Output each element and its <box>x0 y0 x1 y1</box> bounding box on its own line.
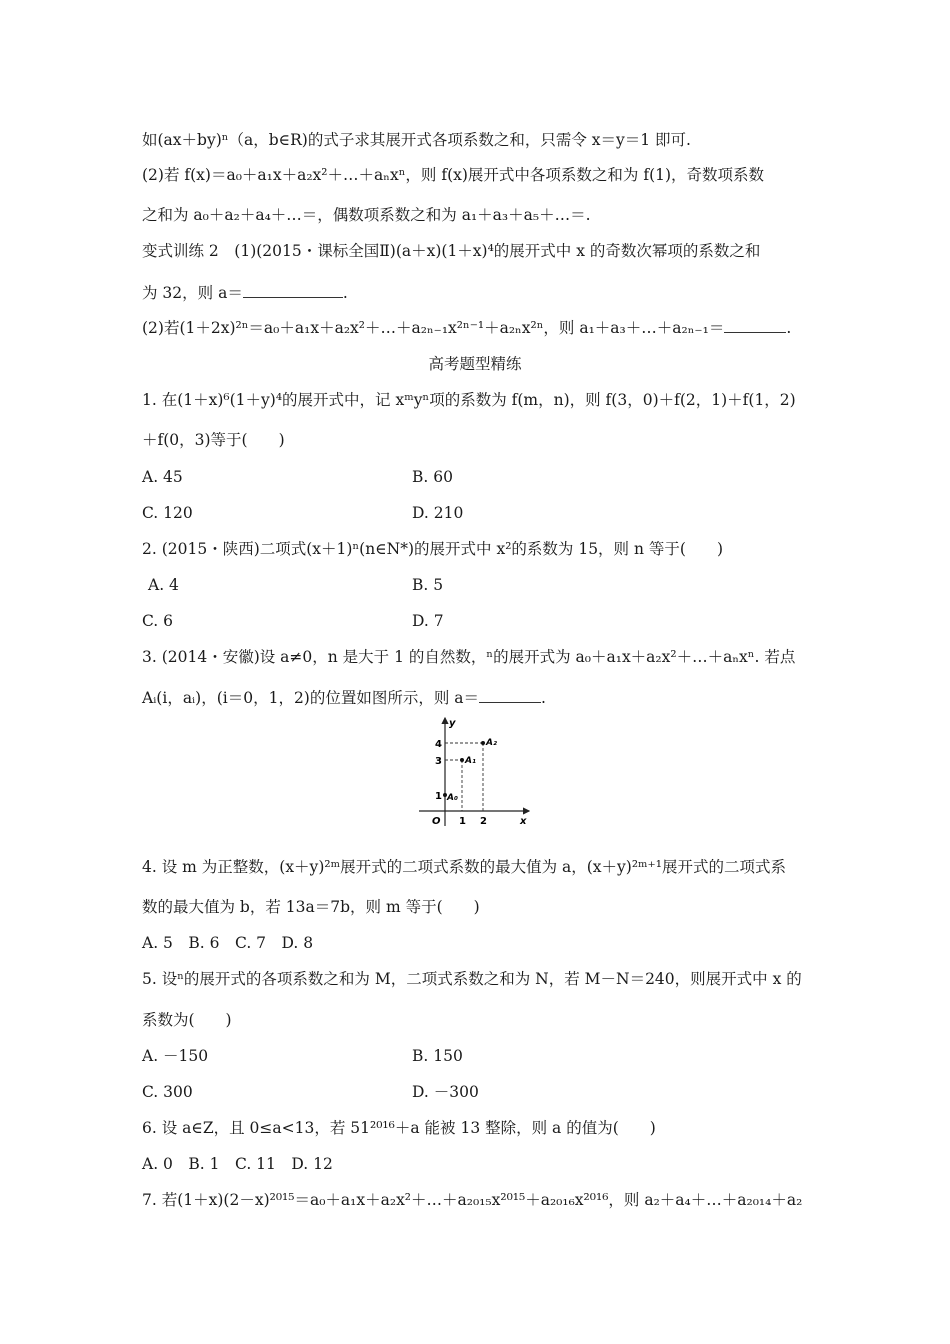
option-d: D. 210 <box>412 504 464 522</box>
option-d: D. 7 <box>412 612 444 630</box>
text-line: 变式训练 2 (1)(2015・课标全国Ⅱ)(a＋x)(1＋x)⁴的展开式中 x 的奇数次幂项的系数之和 <box>142 242 761 260</box>
option-b: B. 150 <box>412 1047 463 1065</box>
answer-blank <box>724 320 786 333</box>
text-line: . <box>342 284 348 302</box>
options-row: A. 5 B. 6 C. 7 D. 8 <box>142 934 314 952</box>
text-line: 为 32，则 a＝ <box>142 284 243 302</box>
question-3-cont <box>142 688 546 708</box>
coordinate-figure <box>415 714 535 830</box>
text-line: (2)若 f(x)＝a₀＋a₁x＋a₂x²＋…＋aₙxⁿ，则 f(x)展开式中各项系数之和为 f(1)，奇数项系数 <box>142 166 765 184</box>
options-row: A. 0 B. 1 C. 11 D. 12 <box>142 1155 333 1173</box>
text-line: . <box>541 689 546 707</box>
section-heading: 高考题型精练 <box>428 355 522 373</box>
y-axis-label: y <box>449 718 456 729</box>
text-line <box>142 318 791 338</box>
point-label: A₂ <box>486 738 497 748</box>
origin-label: O <box>432 816 441 827</box>
text-line: Aᵢ(i，aᵢ)，(i＝0，1，2)的位置如图所示，则 a＝ <box>142 689 480 707</box>
text-line: 之和为 a₀＋a₂＋a₄＋…＝，偶数项系数之和为 a₁＋a₃＋a₅＋…＝. <box>142 206 591 224</box>
question-2: 2. (2015・陕西)二项式(x＋1)ⁿ(n∈N*)的展开式中 x²的系数为 15，则 n 等于( ) <box>142 540 723 558</box>
x-axis-label: x <box>520 816 527 827</box>
option-d: D. －300 <box>412 1083 479 1101</box>
question-3: 3. (2014・安徽)设 a≠0，n 是大于 1 的自然数，ⁿ的展开式为 a₀＋a₁x＋a₂x²＋…＋aₙxⁿ. 若点 <box>142 648 796 666</box>
tick-label: 3 <box>435 756 442 767</box>
question-4: 4. 设 m 为正整数，(x＋y)²ᵐ展开式的二项式系数的最大值为 a，(x＋y)²ᵐ⁺¹展开式的二项式系 <box>142 858 786 876</box>
option-a: A. 4 <box>148 576 179 594</box>
option-c: C. 300 <box>142 1083 193 1101</box>
text-line: 如(ax＋by)ⁿ（a，b∈R)的式子求其展开式各项系数之和，只需令 x＝y＝1 即可. <box>142 131 691 149</box>
option-c: C. 120 <box>142 504 193 522</box>
point-label: A₁ <box>465 756 476 766</box>
answer-blank <box>243 285 343 298</box>
option-b: B. 60 <box>412 468 453 486</box>
question-4-cont: 数的最大值为 b，若 13a＝7b，则 m 等于( ) <box>142 898 480 916</box>
answer-blank <box>479 690 541 703</box>
text-line: . <box>786 319 792 337</box>
question-5: 5. 设ⁿ的展开式的各项系数之和为 M，二项式系数之和为 N，若 M－N＝240，则展开式中 x 的 <box>142 970 802 988</box>
text-line <box>142 283 348 303</box>
tick-label: 1 <box>459 816 466 827</box>
point-a1 <box>460 758 464 762</box>
option-b: B. 5 <box>412 576 444 594</box>
option-a: A. 45 <box>142 468 183 486</box>
tick-label: 4 <box>435 739 442 750</box>
question-5-cont: 系数为( ) <box>142 1011 232 1029</box>
tick-label: 1 <box>435 791 442 802</box>
question-6: 6. 设 a∈Z，且 0≤a<13，若 51²⁰¹⁶＋a 能被 13 整除，则 a 的值为( ) <box>142 1119 656 1137</box>
question-7: 7. 若(1＋x)(2－x)²⁰¹⁵＝a₀＋a₁x＋a₂x²＋…＋a₂₀₁₅x²⁰¹⁵＋a₂₀₁₆x²⁰¹⁶，则 a₂＋a₄＋…＋a₂₀₁₄＋a₂ <box>142 1191 803 1209</box>
tick-label: 2 <box>480 816 487 827</box>
point-label: A₀ <box>447 793 458 803</box>
question-1-cont: ＋f(0，3)等于( ) <box>142 431 285 449</box>
text-line: (2)若(1＋2x)²ⁿ＝a₀＋a₁x＋a₂x²＋…＋a₂ₙ₋₁x²ⁿ⁻¹＋a₂ₙx²ⁿ，则 a₁＋a₃＋…＋a₂ₙ₋₁＝ <box>142 319 725 337</box>
question-1: 1. 在(1＋x)⁶(1＋y)⁴的展开式中，记 xᵐyⁿ项的系数为 f(m，n)，则 f(3，0)＋f(2，1)＋f(1，2) <box>142 391 796 409</box>
option-a: A. －150 <box>142 1047 209 1065</box>
point-a2 <box>481 741 485 745</box>
option-c: C. 6 <box>142 612 174 630</box>
